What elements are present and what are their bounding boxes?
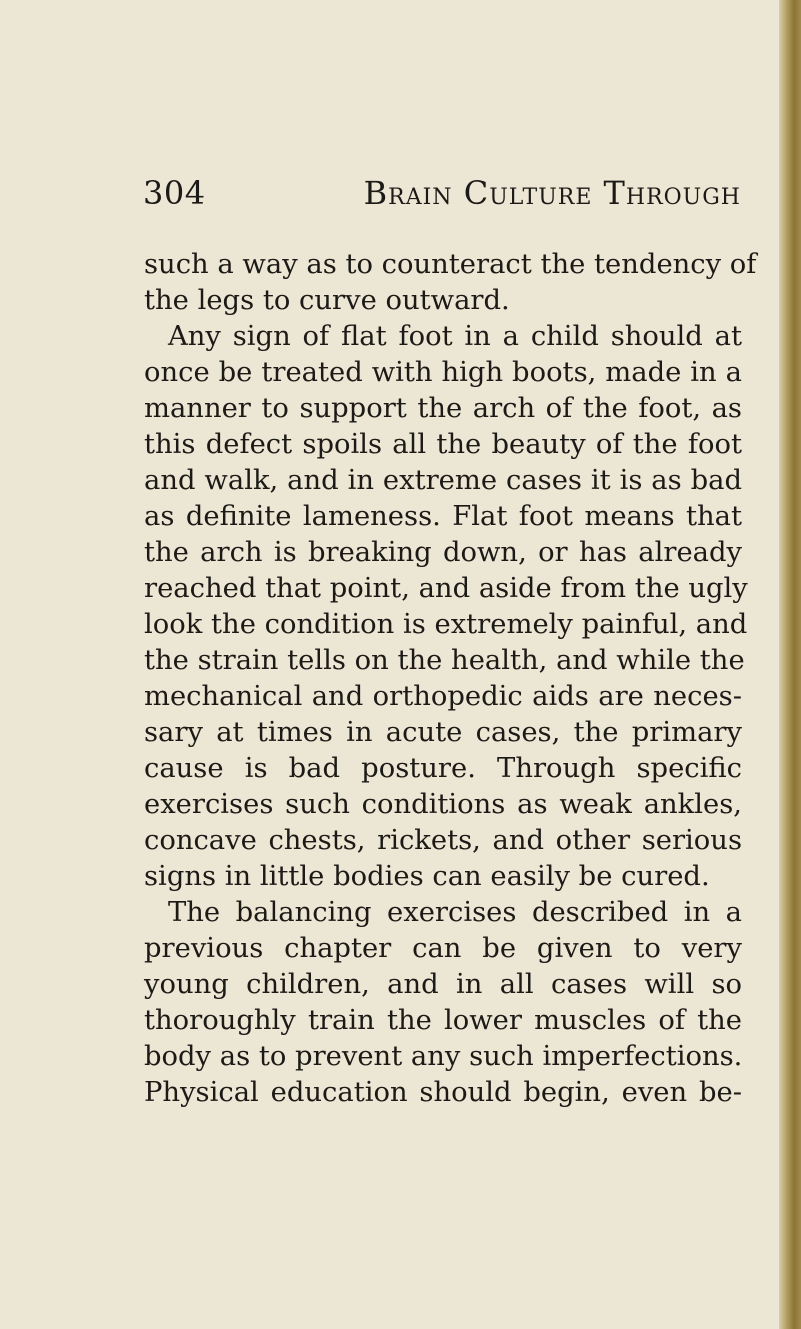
body-text	[144, 247, 757, 1111]
page-number: 304	[143, 174, 206, 212]
text-line: young children, and in all cases will so	[144, 969, 742, 1000]
text-line: previous chapter can be given to very	[144, 933, 742, 964]
text-line: and walk, and in extreme cases it is as bad	[144, 465, 742, 496]
text-line: mechanical and orthopedic aids are neces-	[144, 681, 742, 712]
text-line: the strain tells on the health, and while the	[144, 645, 745, 676]
text-line: such a way as to counteract the tendency of	[144, 249, 757, 280]
text-line: sary at times in acute cases, the primary	[144, 717, 742, 748]
text-line: concave chests, rickets, and other serious	[144, 825, 742, 856]
running-header	[143, 171, 741, 215]
text-line: Physical education should begin, even be-	[144, 1077, 742, 1108]
text-line: reached that point, and aside from the ugly	[144, 573, 748, 604]
page-edge-shadow	[779, 0, 801, 1329]
text-line: cause is bad posture. Through specific	[144, 753, 742, 784]
text-line: body as to prevent any such imperfections.	[144, 1041, 743, 1072]
text-line: as definite lameness. Flat foot means that	[144, 501, 742, 532]
text-line: this defect spoils all the beauty of the foot	[144, 429, 742, 460]
text-line: the arch is breaking down, or has already	[144, 537, 742, 568]
text-line: look the condition is extremely painful, and	[144, 609, 748, 640]
running-title: Brain Culture Through	[363, 174, 741, 212]
text-line: signs in little bodies can easily be cured.	[144, 861, 710, 892]
text-line: Any sign of flat foot in a child should at	[168, 321, 742, 352]
text-line: exercises such conditions as weak ankles,	[144, 789, 742, 820]
text-line: thoroughly train the lower muscles of the	[144, 1005, 742, 1036]
text-line: The balancing exercises described in a	[168, 897, 742, 928]
text-line: manner to support the arch of the foot, as	[144, 393, 742, 424]
text-line: once be treated with high boots, made in a	[144, 357, 742, 388]
text-line: the legs to curve outward.	[144, 285, 510, 316]
